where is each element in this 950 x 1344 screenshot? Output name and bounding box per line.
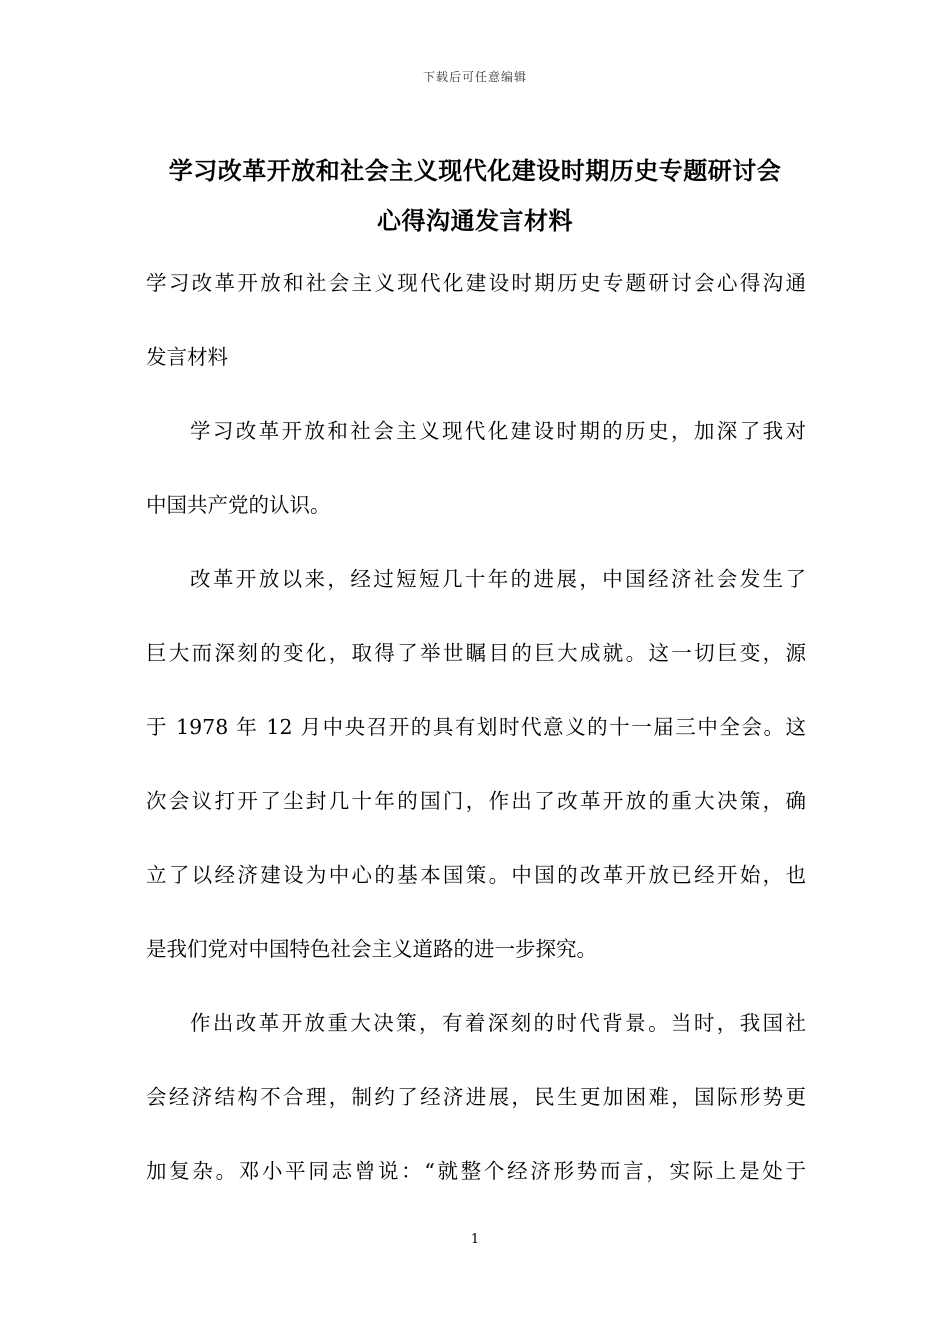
body-line: 学习改革开放和社会主义现代化建设时期历史专题研讨会心得沟通 <box>146 271 806 295</box>
title-line-2: 心得沟通发言材料 <box>377 207 573 235</box>
body-line: 于 1978 年 12 月中央召开的具有划时代意义的十一届三中全会。这 <box>146 715 806 739</box>
body-line: 中国共产党的认识。 <box>146 493 331 517</box>
body-line: 作出改革开放重大决策，有着深刻的时代背景。当时，我国社 <box>190 1011 806 1035</box>
title-line-1: 学习改革开放和社会主义现代化建设时期历史专题研讨会 <box>168 157 782 185</box>
document-body <box>146 246 806 1208</box>
body-line: 发言材料 <box>146 345 228 369</box>
body-line: 是我们党对中国特色社会主义道路的进一步探究。 <box>146 937 597 961</box>
header-note: 下载后可任意编辑 <box>422 70 527 84</box>
body-line: 加复杂。邓小平同志曾说：“就整个经济形势而言，实际上是处于 <box>146 1159 806 1183</box>
body-line: 会经济结构不合理，制约了经济进展，民生更加困难，国际形势更 <box>146 1085 806 1109</box>
page-number: 1 <box>470 1232 480 1247</box>
document-title <box>130 146 820 246</box>
body-line: 巨大而深刻的变化，取得了举世瞩目的巨大成就。这一切巨变，源 <box>146 641 806 665</box>
body-line: 次会议打开了尘封几十年的国门，作出了改革开放的重大决策，确 <box>146 789 806 813</box>
body-line: 改革开放以来，经过短短几十年的进展，中国经济社会发生了 <box>190 567 806 591</box>
body-line: 立了以经济建设为中心的基本国策。中国的改革开放已经开始，也 <box>146 863 806 887</box>
body-line: 学习改革开放和社会主义现代化建设时期的历史，加深了我对 <box>190 419 806 443</box>
